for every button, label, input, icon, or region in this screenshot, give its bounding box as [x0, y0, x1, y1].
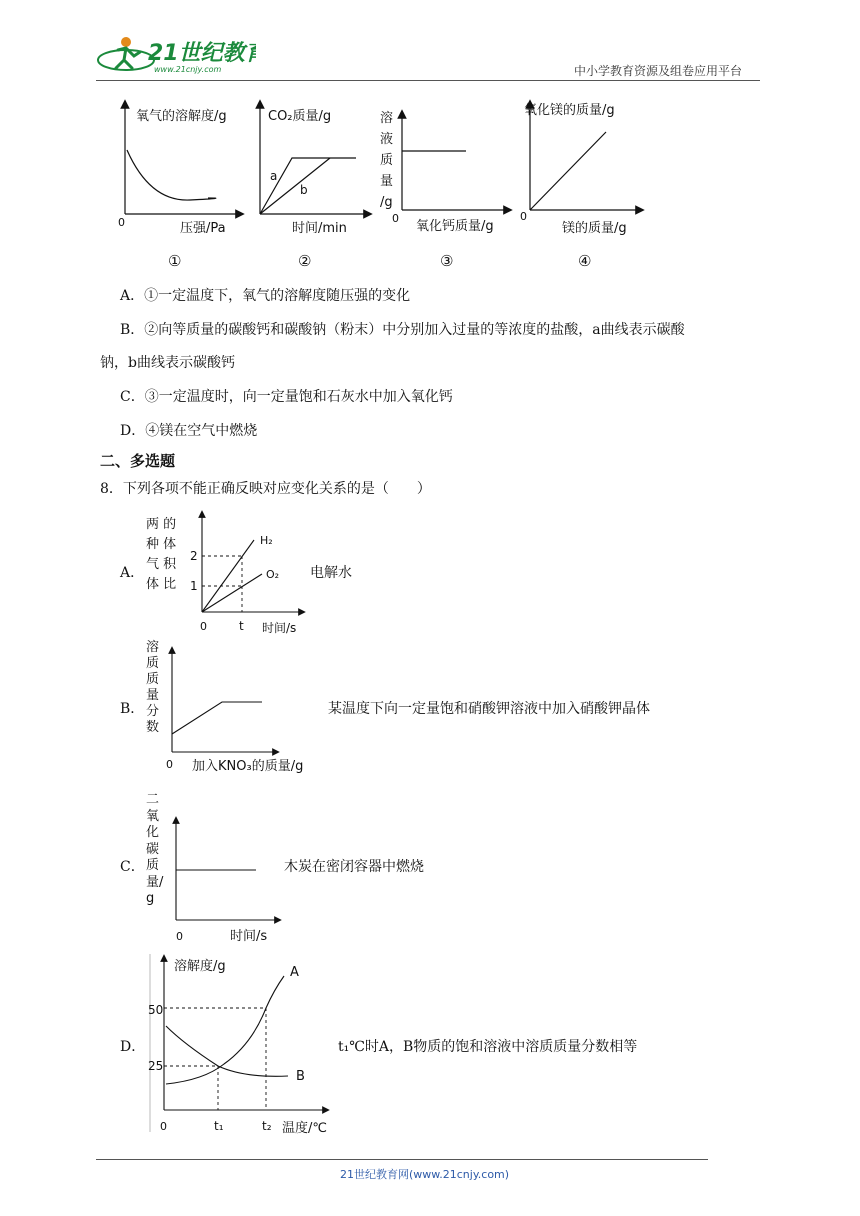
option-key: A． [120, 288, 145, 304]
q8-a-ylabel: 两 的种 体气 积体 比 [146, 517, 177, 592]
line-b [260, 158, 330, 214]
q8-a-key: A． [120, 565, 145, 581]
option-text: ③一定温度时，向一定量饱和石灰水中加入氧化钙 [144, 389, 453, 405]
q8-stem: 8．下列各项不能正确反映对应变化关系的是（ ） [100, 481, 431, 497]
figures-row [100, 92, 660, 272]
q8-d-t1: t₁ [214, 1119, 224, 1133]
q8-c-xlabel: 时间/s [230, 929, 268, 944]
q8-d-origin: 0 [160, 1120, 167, 1133]
q8-a-o2: O₂ [266, 568, 280, 581]
o2-line [202, 574, 262, 612]
q8-a-xlabel: 时间/s [262, 621, 297, 635]
q8-c-desc: 木炭在密闭容器中燃烧 [284, 859, 424, 875]
fig4-xlabel: 镁的质量/g [562, 221, 627, 236]
q8-a-desc: 电解水 [310, 565, 352, 581]
q8-a-tick1: 1 [190, 579, 198, 593]
q8-a-origin: 0 [200, 620, 207, 633]
section-title: 二、多选题 [100, 452, 176, 470]
q8-a-h2: H₂ [260, 534, 273, 547]
option-text: ④镁在空气中燃烧 [145, 423, 258, 439]
q8-b-line [172, 702, 262, 734]
option-text: ①一定温度下，氧气的溶解度随压强的变化 [144, 288, 411, 304]
fig3-ylabel: 溶液质量/g [380, 111, 394, 210]
option-key: B． [120, 322, 145, 338]
fig2-circle: ② [298, 252, 312, 270]
q8-d-curve-b-label: B [296, 1069, 305, 1084]
q8-d-desc: t₁℃时A，B物质的饱和溶液中溶质质量分数相等 [338, 1039, 638, 1055]
option-text: ②向等质量的碳酸钙和碳酸钠（粉末）中分别加入过量的等浓度的盐酸，a曲线表示碳酸 [144, 322, 685, 338]
q8-c-ylabel: 二氧化碳质量/g [146, 792, 164, 906]
fig3-circle: ③ [440, 252, 454, 270]
h2-line [202, 540, 254, 612]
fig3-origin: 0 [392, 212, 399, 225]
fig2-xlabel: 时间/min [292, 221, 347, 236]
q8-a-tick2: 2 [190, 549, 198, 563]
q8-d-figure [144, 952, 344, 1138]
footer-link[interactable]: 21世纪教育网(www.21cnjy.com) [340, 1168, 510, 1181]
q8-c-key: C． [120, 859, 145, 875]
q7-option-d [120, 421, 257, 441]
fig1-circle: ① [168, 252, 182, 270]
figure-1 [118, 104, 240, 270]
q8-b-desc: 某温度下向一定量饱和硝酸钾溶液中加入硝酸钾晶体 [328, 701, 650, 717]
fig1-origin: 0 [118, 216, 125, 229]
q7-option-b [120, 320, 780, 340]
q8-b-xlabel: 加入KNO₃的质量/g [192, 759, 304, 774]
fig4-ylabel: 氧化镁的质量/g [524, 103, 615, 118]
solubility-curve [127, 150, 216, 200]
q8-d-curve-a-label: A [290, 965, 299, 980]
q8-b-key: B． [120, 701, 145, 717]
q7-option-b-cont: 钠，b曲线表示碳酸钙 [100, 355, 235, 371]
site-logo [96, 30, 256, 78]
logo-url: www.21cnjy.com [154, 65, 222, 74]
mgo-line [530, 132, 606, 210]
q8-b-ylabel: 溶质质量分数 [146, 640, 160, 735]
curve-a [166, 976, 284, 1084]
q8-a-figure [144, 508, 314, 638]
fig3-xlabel: 氧化钙质量/g [416, 219, 494, 234]
q8-d-key: D． [120, 1039, 146, 1055]
header-platform-name: 中小学教育资源及组卷应用平台 [574, 64, 743, 78]
q8-d-ylabel: 溶解度/g [174, 959, 226, 974]
fig1-xlabel: 压强/Pa [180, 221, 226, 236]
q8-c-figure [144, 816, 284, 946]
figure-2 [260, 104, 368, 270]
fig4-circle: ④ [578, 252, 592, 270]
option-key: C． [120, 389, 145, 405]
option-key: D． [120, 423, 146, 439]
logo-text: 21世纪教育 [148, 41, 256, 66]
q7-option-c [120, 387, 453, 407]
line-a [260, 158, 356, 214]
figure-3 [380, 110, 508, 270]
q7-option-a [120, 286, 410, 306]
q8-d-t2: t₂ [262, 1119, 272, 1133]
q8-d-xlabel: 温度/℃ [282, 1121, 327, 1136]
fig1-ylabel: 氧气的溶解度/g [136, 109, 227, 124]
fig2-label-b: b [300, 183, 308, 197]
q8-b-origin: 0 [166, 758, 173, 771]
footer-divider [96, 1159, 708, 1160]
q8-d-tick50: 50 [148, 1003, 164, 1017]
figure-4 [520, 102, 640, 270]
header-divider [96, 80, 760, 81]
fig2-ylabel: CO₂质量/g [268, 109, 332, 124]
q8-c-origin: 0 [176, 930, 183, 943]
q8-d-tick25: 25 [148, 1059, 164, 1073]
q8-b-figure [144, 640, 344, 778]
fig2-label-a: a [270, 169, 278, 183]
fig4-origin: 0 [520, 210, 527, 223]
curve-b [166, 1026, 288, 1076]
q8-a-t: t [239, 619, 244, 633]
